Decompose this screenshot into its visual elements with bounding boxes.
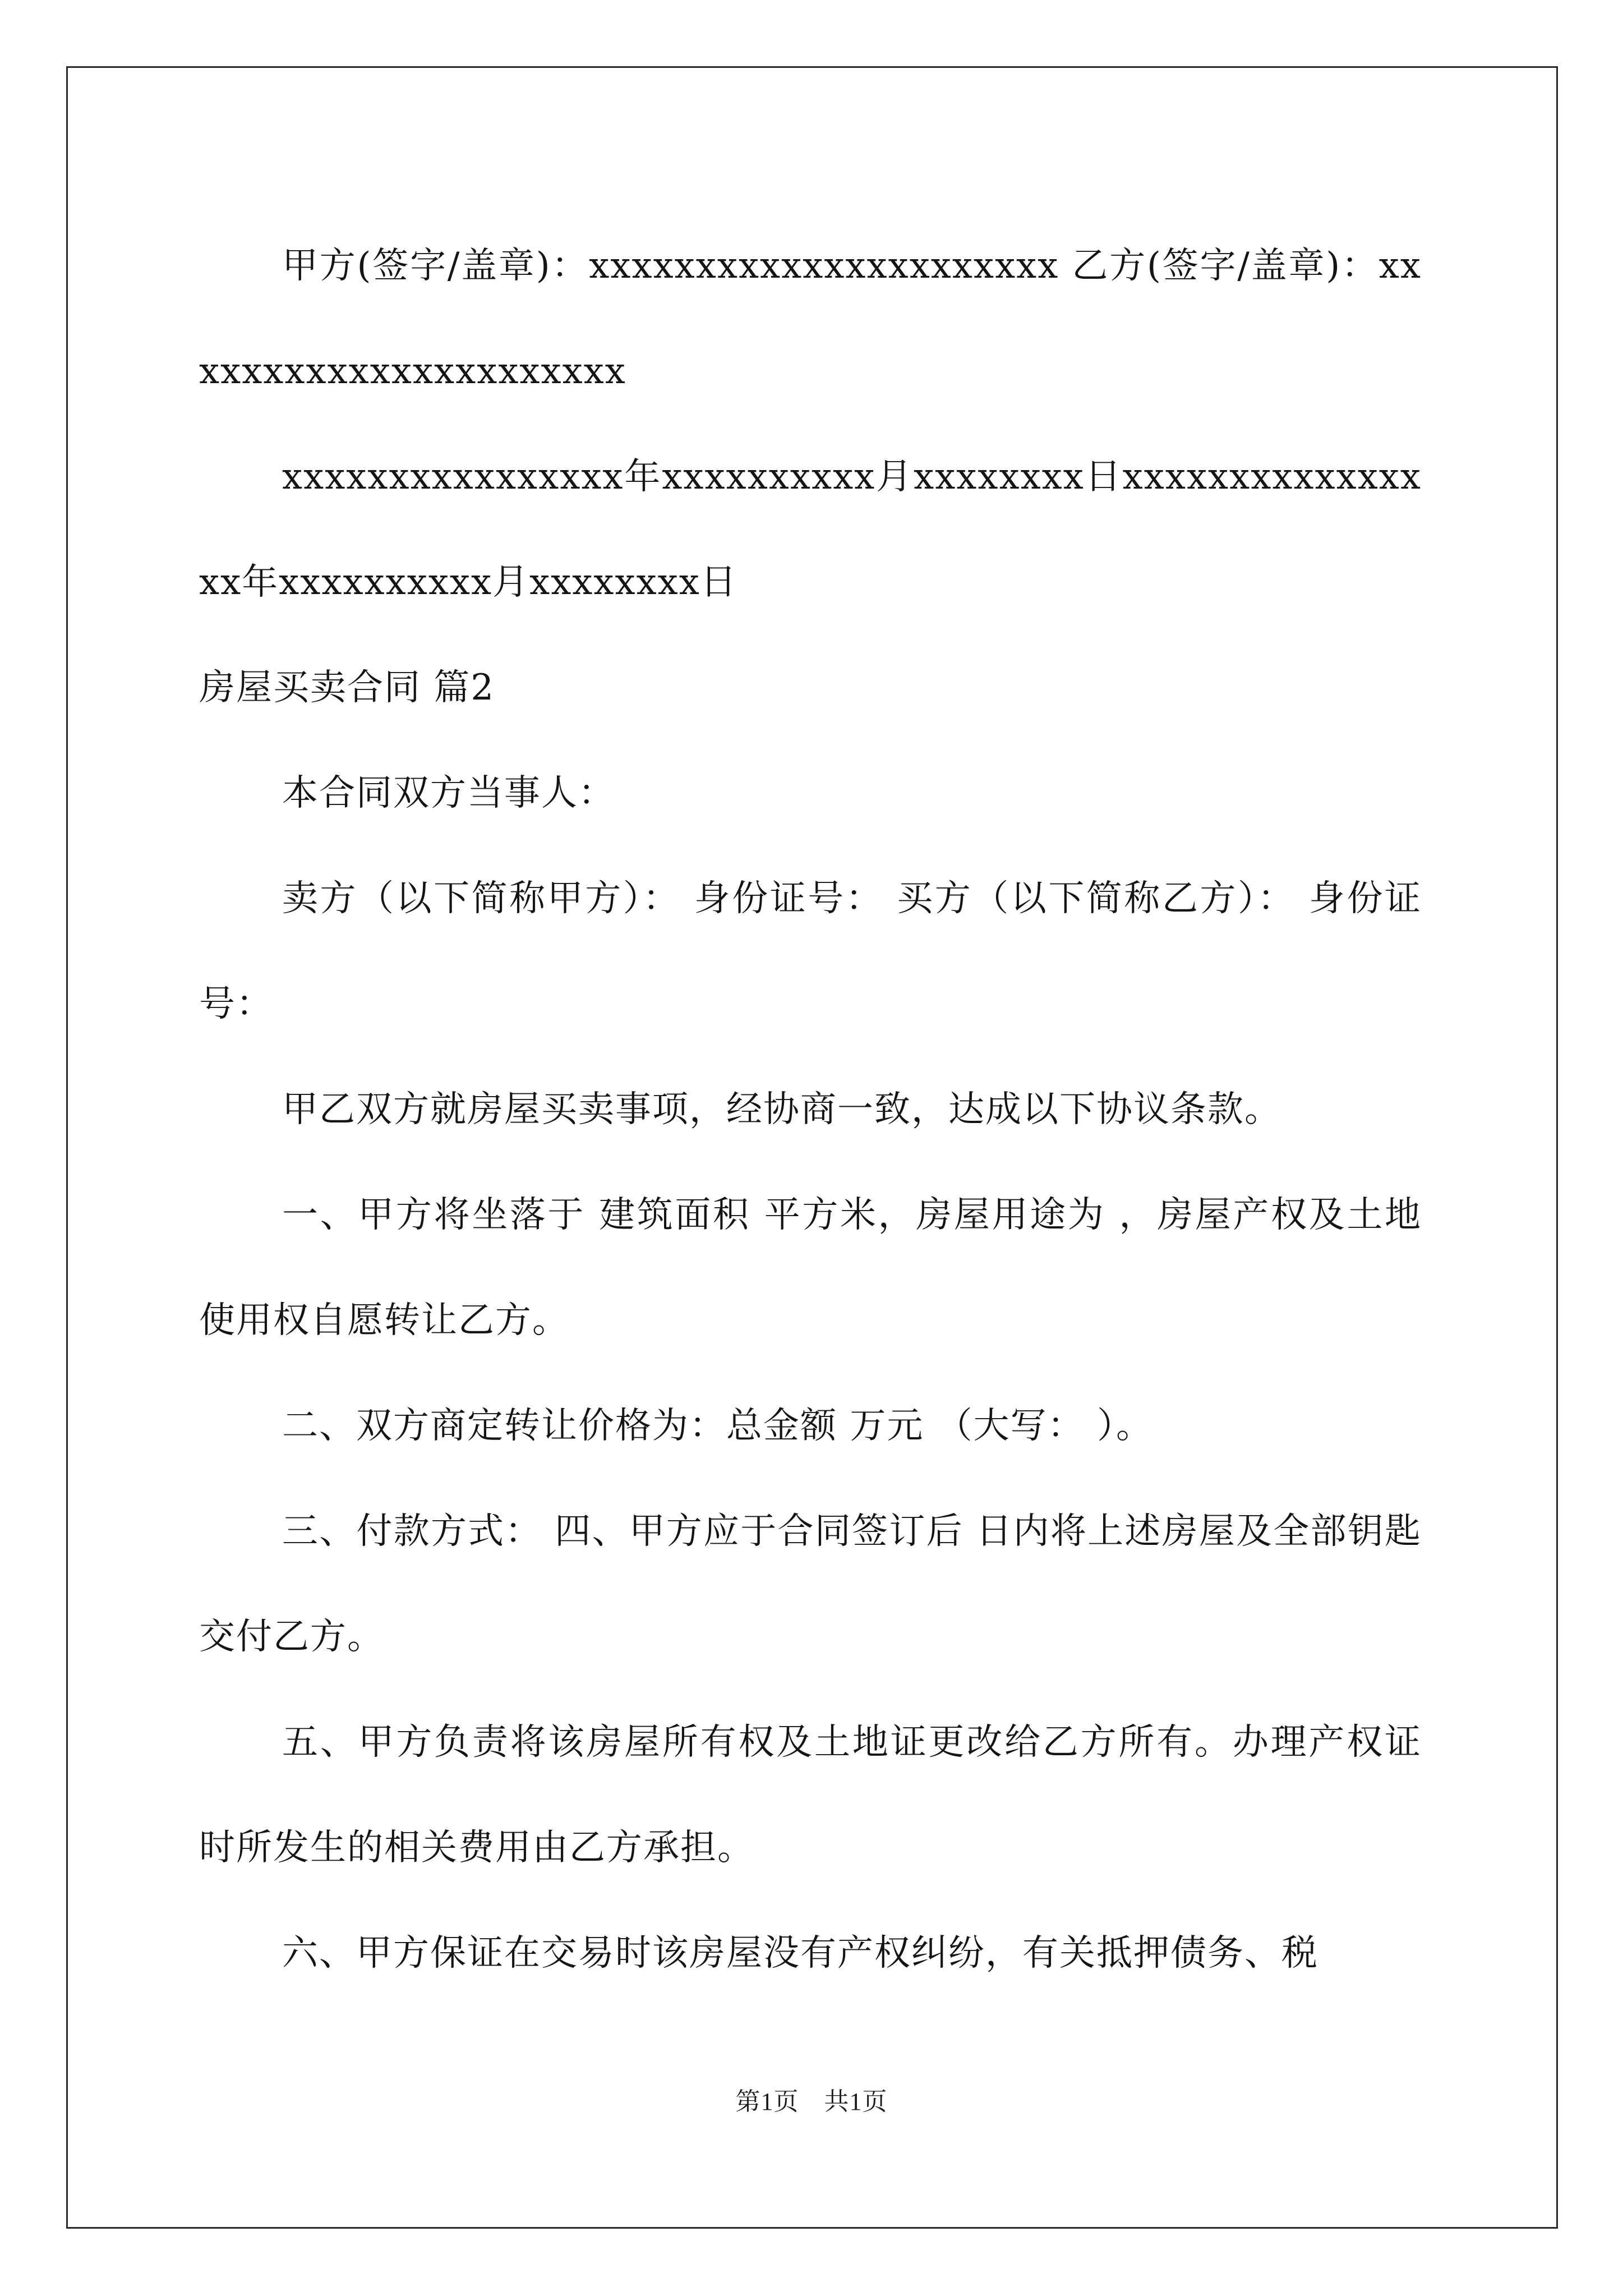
parties-intro: 本合同双方当事人： <box>282 772 615 814</box>
clause-1: 一、甲方将坐落于 建筑面积 平方米，房屋用途为 ，房屋产权及土地使用权自愿转让乙方。 <box>199 1194 1422 1341</box>
clause-5: 五、甲方负责将该房屋所有权及土地证更改给乙方所有。办理产权证时所发生的相关费用由乙方承担。 <box>199 1722 1422 1869</box>
date-line: xxxxxxxxxxxxxxxx年xxxxxxxxxx月xxxxxxxx日xxxxxxxxxxxxxxxx年xxxxxxxxxx月xxxxxxxx日 <box>199 456 1422 603</box>
clause-3-4: 三、付款方式： 四、甲方应于合同签订后 日内将上述房屋及全部钥匙交付乙方。 <box>199 1511 1422 1658</box>
page-number-footer: 第1页 共1页 <box>735 2088 888 2115</box>
document-body <box>199 213 1422 2006</box>
section-heading: 房屋买卖合同 篇2 <box>199 667 495 708</box>
clause-2: 二、双方商定转让价格为：总金额 万元 （大写： ）。 <box>282 1405 1154 1447</box>
clause-6: 六、甲方保证在交易时该房屋没有产权纠纷，有关抵押债务、税 <box>282 1932 1318 1974</box>
signature-line: 甲方(签字/盖章)：xxxxxxxxxxxxxxxxxxxxxx 乙方(签字/盖章)：xxxxxxxxxxxxxxxxxxxxxx <box>199 245 1422 392</box>
parties-identity: 卖方（以下简称甲方）： 身份证号： 买方（以下简称乙方）： 身份证号： <box>199 878 1422 1025</box>
agreement-intro: 甲乙双方就房屋买卖事项，经协商一致，达成以下协议条款。 <box>282 1089 1281 1130</box>
